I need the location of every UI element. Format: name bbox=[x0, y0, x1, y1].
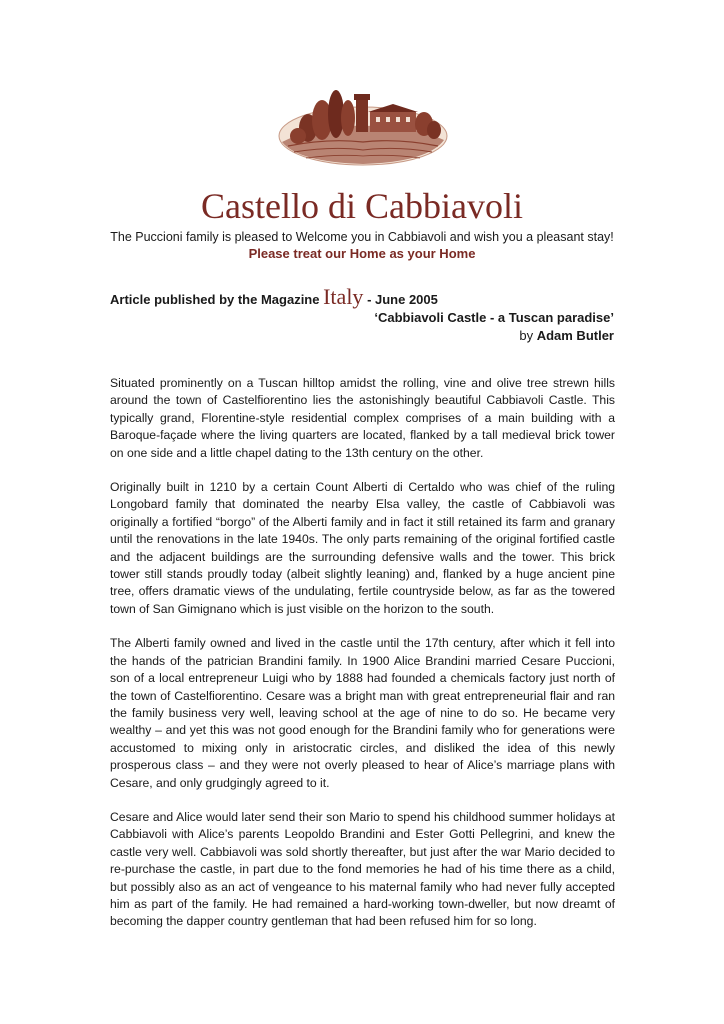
paragraph: Originally built in 1210 by a certain Count Alberti di Certaldo who was chief of the ruling Longobard family that dominated the nearby Elsa valley, the castle of Cabbiavoli was originally a fortified “borgo” of the Alberti family and in fact it still retained its farm and granary until the renovations in the late 1940s. The only parts remaining of the original fortified castle and the adjacent buildings are the surrounding defensive walls and the tower. This brick tower still stands proudly today (albeit slightly leaning) and, flanked by a huge ancient pine tree, offers dramatic views of the undulating, fertile countryside below, as far as the towered town of San Gimignano which is just visible on the horizon to the south. bbox=[110, 480, 615, 616]
article-header bbox=[110, 284, 630, 310]
author-name: Adam Butler bbox=[536, 328, 614, 343]
article-body bbox=[110, 375, 615, 948]
magazine-name: Italy bbox=[323, 284, 364, 309]
welcome-text: The Puccioni family is pleased to Welcome you in Cabbiavoli and wish you a pleasant stay! bbox=[110, 230, 614, 244]
article-subtitle: ‘Cabbiavoli Castle - a Tuscan paradise’ bbox=[374, 310, 614, 325]
castle-engraving-logo-icon bbox=[278, 84, 448, 166]
article-date: - June 2005 bbox=[367, 292, 438, 307]
article-intro: Article published by the Magazine bbox=[110, 292, 320, 307]
paragraph: Cesare and Alice would later send their son Mario to spend his childhood summer holidays at Cabbiavoli with Alice’s parents Leopoldo Brandini and Ester Gotti Pellegrini, and knew the castle very well. Cabbiavoli was sold shortly thereafter, but just after the war Mario decided to re-purchase the castle, in part due to the fond memories he had of his time there as a child, but possibly also as an act of vengeance to his maternal family who had never fully accepted him as part of the family. He had remained a hard-working town-dweller, but now dreamt of becoming the dapper country gentleman that had been refused him for so long. bbox=[110, 809, 615, 929]
byline-by: by bbox=[519, 328, 534, 343]
motto-text: Please treat our Home as your Home bbox=[248, 246, 476, 261]
page-title: Castello di Cabbiavoli bbox=[201, 186, 523, 226]
byline bbox=[519, 328, 614, 343]
paragraph: Situated prominently on a Tuscan hilltop amidst the rolling, vine and olive tree strewn hills around the town of Castelfiorentino lies the astonishingly beautiful Cabbiavoli Castle. This typically grand, Florentine-style residential complex comprises of a main building with a Baroque-façade where the living quarters are located, flanked by a tall medieval brick tower on one side and a little chapel dating to the 13th century on the other. bbox=[110, 376, 615, 460]
paragraph: The Alberti family owned and lived in the castle until the 17th century, after which it fell into the hands of the patrician Brandini family. In 1900 Alice Brandini married Cesare Puccioni, son of a local entrepreneur Luigi who by 1888 had founded a chemicals factory just north of the town of Castelfiorentino. Cesare was a bright man with great entrepreneurial flair and ran the family business very well, leaving school at the age of nine to do so. He became very wealthy – and yet this was not good enough for the Brandini family who for generations were accustomed to mixing only in aristocratic circles, and disliked the idea of this newly prosperous class – and they were not overly pleased to hear of Alice’s marriage plans with Cesare, and only grudgingly agreed to it. bbox=[110, 636, 615, 790]
